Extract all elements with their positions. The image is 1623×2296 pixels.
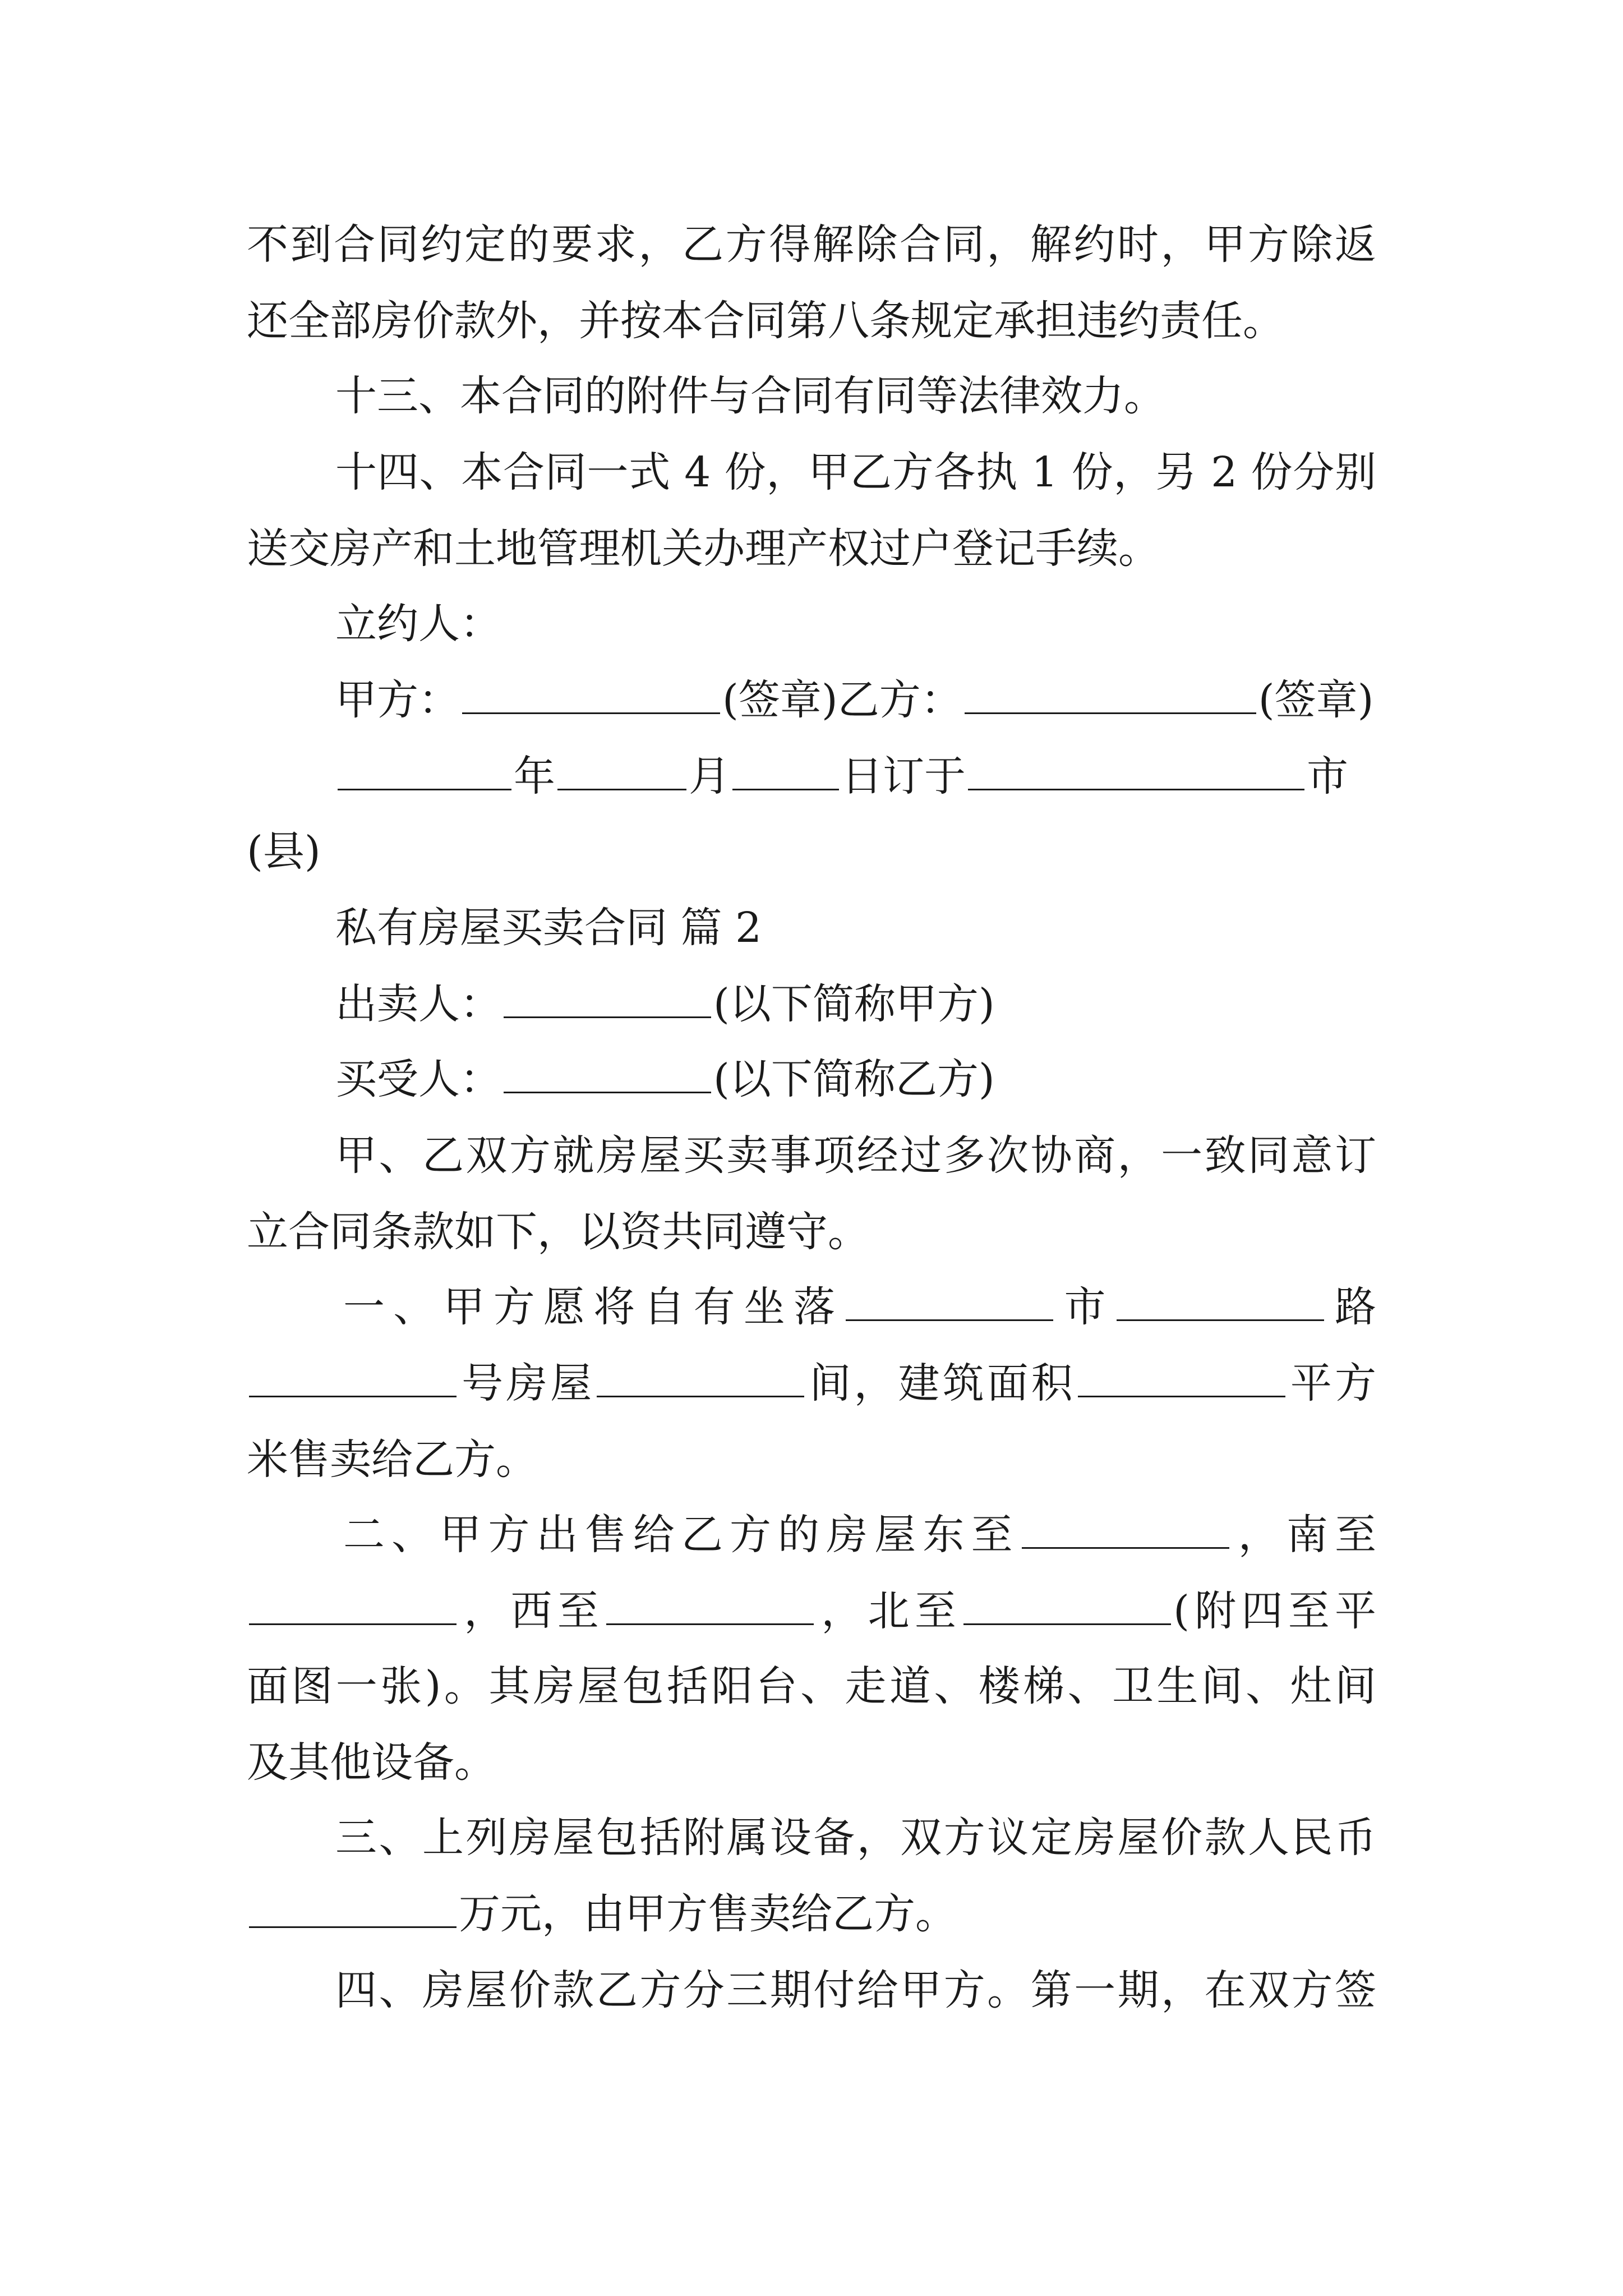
number-blank <box>249 1361 457 1397</box>
south-label: ，南至 <box>1231 1511 1377 1559</box>
preamble-line: 立合同条款如下，以资共同遵守。 <box>247 1208 869 1256</box>
price-text: 万元，由甲方售卖给乙方。 <box>459 1890 957 1938</box>
clause-1-line <box>343 1279 1376 1335</box>
clause-3-line <box>247 1886 957 1942</box>
east-blank <box>1022 1512 1229 1549</box>
plan-note: (附四至平 <box>1173 1587 1377 1635</box>
date-place-line <box>335 748 1348 804</box>
north-label: ，北至 <box>816 1587 962 1635</box>
text-line: 还全部房价款外，并按本合同第八条规定承担违约责任。 <box>247 297 1284 345</box>
road-label: 路 <box>1326 1283 1377 1331</box>
seller-blank <box>504 982 711 1018</box>
text-line: 不到合同约定的要求，乙方得解除合同，解约时，甲方除返 <box>247 220 1376 269</box>
buyer-note: (以下简称乙方) <box>713 1055 995 1103</box>
south-blank <box>249 1589 457 1625</box>
clause-1-line <box>247 1355 1376 1411</box>
clause-13: 十三、本合同的附件与合同有同等法律效力。 <box>335 372 1165 420</box>
party-a-signature-blank <box>462 678 720 714</box>
clause-1-line: 米售卖给乙方。 <box>247 1435 537 1484</box>
signature-line <box>335 672 1374 728</box>
buyer-blank <box>504 1057 711 1093</box>
year-label: 年 <box>514 752 555 800</box>
west-blank <box>606 1589 814 1625</box>
seller-label: 出卖人： <box>335 980 501 1028</box>
month-label: 月 <box>689 752 730 800</box>
house-number-label: 号房屋 <box>459 1359 595 1407</box>
city-label: 市 <box>1055 1283 1114 1331</box>
seller-line <box>335 976 995 1032</box>
clause-3-line: 三、上列房屋包括附属设备，双方议定房屋价款人民币 <box>335 1814 1376 1862</box>
section-title: 私有房屋买卖合同 篇 2 <box>335 904 762 952</box>
signed-at-label: 日订于 <box>841 752 966 800</box>
month-blank <box>557 754 686 790</box>
party-b-signature-blank <box>965 678 1256 714</box>
signatories-label: 立约人： <box>335 600 501 648</box>
city-blank <box>846 1285 1053 1321</box>
city-blank <box>968 754 1304 790</box>
clause-2-line <box>247 1583 1376 1639</box>
city-label: 市 <box>1307 752 1348 800</box>
clause-2-line <box>343 1507 1376 1563</box>
year-blank <box>338 754 511 790</box>
party-a-label: 甲方： <box>335 676 460 724</box>
road-blank <box>1117 1285 1324 1321</box>
north-blank <box>963 1589 1171 1625</box>
area-blank <box>1078 1361 1285 1397</box>
price-blank <box>249 1892 457 1928</box>
preamble-line: 甲、乙双方就房屋买卖事项经过多次协商，一致同意订 <box>335 1131 1376 1180</box>
clause-2-line: 及其他设备。 <box>247 1738 496 1787</box>
text-line: 送交房产和土地管理机关办理产权过户登记手续。 <box>247 524 1160 573</box>
buyer-line <box>335 1051 995 1107</box>
clause-2-text: 二、甲方出售给乙方的房屋东至 <box>343 1511 1020 1559</box>
clause-1-text: 一、甲方愿将自有坐落 <box>343 1283 844 1331</box>
unit-label: 平方 <box>1287 1359 1377 1407</box>
clause-2-line: 面图一张)。其房屋包括阳台、走道、楼梯、卫生间、灶间 <box>247 1662 1376 1710</box>
clause-4-line: 四、房屋价款乙方分三期付给甲方。第一期，在双方签 <box>335 1966 1376 2014</box>
party-b-label: (签章)乙方： <box>722 676 962 724</box>
clause-14: 十四、本合同一式 4 份，甲乙方各执 1 份，另 2 份分别 <box>335 448 1376 496</box>
buyer-label: 买受人： <box>335 1055 501 1103</box>
seller-note: (以下简称甲方) <box>713 980 995 1028</box>
county-label: (县) <box>247 827 321 876</box>
day-blank <box>732 754 839 790</box>
west-label: ，西至 <box>459 1587 605 1635</box>
rooms-blank <box>597 1361 804 1397</box>
area-label: 间，建筑面积 <box>806 1359 1076 1407</box>
seal-label: (签章) <box>1258 676 1374 724</box>
